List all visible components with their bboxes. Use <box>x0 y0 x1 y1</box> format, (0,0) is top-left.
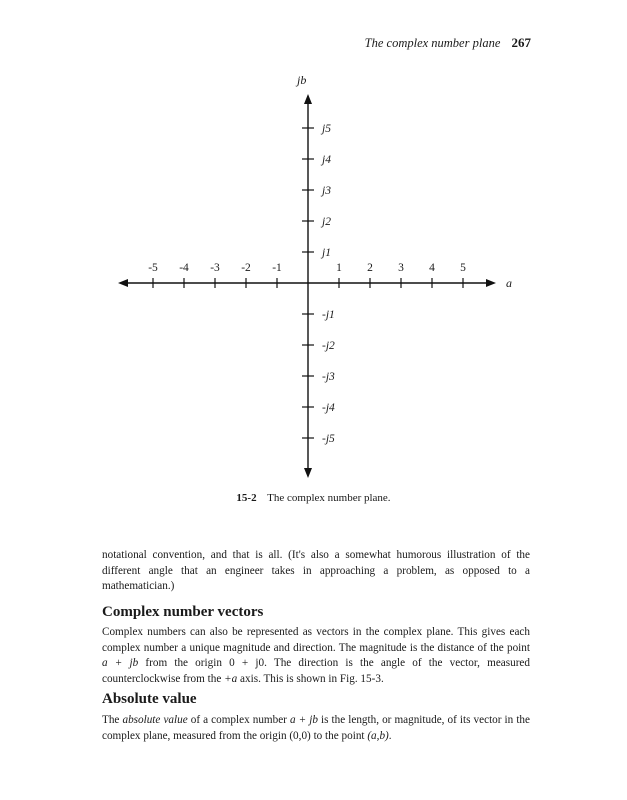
real-axis-arrow-right <box>486 279 496 287</box>
vectors-text-2: from the origin <box>138 657 230 669</box>
figure-caption-text: The complex number plane. <box>267 492 391 504</box>
imaginary-axis-arrow-up <box>304 94 312 104</box>
imaginary-tick-label: j5 <box>322 123 331 135</box>
paragraph-continuation: notational convention, and that is all. (It's also a somewhat humorous illustration of the different angle that an engineer takes in approaching a problem, as opposed to a mathematician.) <box>102 549 530 592</box>
running-head-title: The complex number plane <box>364 36 501 50</box>
axes <box>118 94 496 478</box>
real-tick-label: 1 <box>336 262 342 274</box>
abs-expr-number: a + jb <box>289 714 318 726</box>
paragraph-vectors <box>102 625 530 687</box>
figure-number: 15-2 <box>236 492 257 504</box>
abs-term: absolute value <box>122 714 188 726</box>
imaginary-tick-label: -j2 <box>322 340 335 352</box>
vectors-text-1: Complex numbers can also be represented as vectors in the complex plane. This gives each complex number a unique magnitude and direction. The magnitude is the distance of the point <box>102 626 530 654</box>
abs-text-3: is the length, or magnitude, of its vector in the complex plane, measured from the origin (0,0) to the point <box>102 714 530 742</box>
imaginary-axis-arrow-down <box>304 468 312 478</box>
expr-point: a + jb <box>102 657 139 669</box>
real-tick-label: -3 <box>210 262 220 274</box>
expr-origin: 0 + j0 <box>229 657 265 669</box>
real-axis-ticks <box>148 262 466 288</box>
real-axis-arrow-left <box>118 279 128 287</box>
abs-text-2: of a complex number <box>187 714 290 726</box>
imaginary-tick-label: j1 <box>322 247 331 259</box>
real-tick-label: 3 <box>398 262 404 274</box>
expr-axis: +a <box>224 672 238 685</box>
imaginary-tick-label: j3 <box>322 185 331 197</box>
imaginary-tick-label: j4 <box>322 154 331 166</box>
abs-expr-point: (a,b) <box>367 729 389 742</box>
page-number: 267 <box>511 35 531 50</box>
imaginary-tick-label: -j3 <box>322 371 335 383</box>
imaginary-tick-label: -j5 <box>322 433 335 445</box>
imaginary-axis-ticks <box>302 123 335 445</box>
imaginary-tick-label: -j4 <box>322 402 335 414</box>
real-tick-label: -4 <box>179 262 189 274</box>
real-tick-label: 2 <box>367 262 373 274</box>
heading-absolute-value: Absolute value <box>102 691 197 707</box>
real-axis-label: a <box>506 276 512 290</box>
heading-complex-number-vectors: Complex number vectors <box>102 604 264 620</box>
real-tick-label: -1 <box>272 262 282 274</box>
real-tick-label: 5 <box>460 262 466 274</box>
real-tick-label: -5 <box>148 262 158 274</box>
imaginary-tick-label: -j1 <box>322 309 335 321</box>
real-tick-label: -2 <box>241 262 251 274</box>
imaginary-axis-label: jb <box>297 73 307 87</box>
abs-text-1: The <box>102 714 123 726</box>
paragraph-absolute-value <box>102 713 530 744</box>
vectors-text-3: . The direction is the angle of the vector, measured counterclockwise from the <box>102 657 530 685</box>
figure-caption <box>0 492 627 504</box>
vectors-text-4: axis. This is shown in Fig. 15-3. <box>237 672 384 685</box>
abs-text-4: . <box>388 729 392 742</box>
real-tick-label: 4 <box>429 262 435 274</box>
imaginary-tick-label: j2 <box>322 216 331 228</box>
